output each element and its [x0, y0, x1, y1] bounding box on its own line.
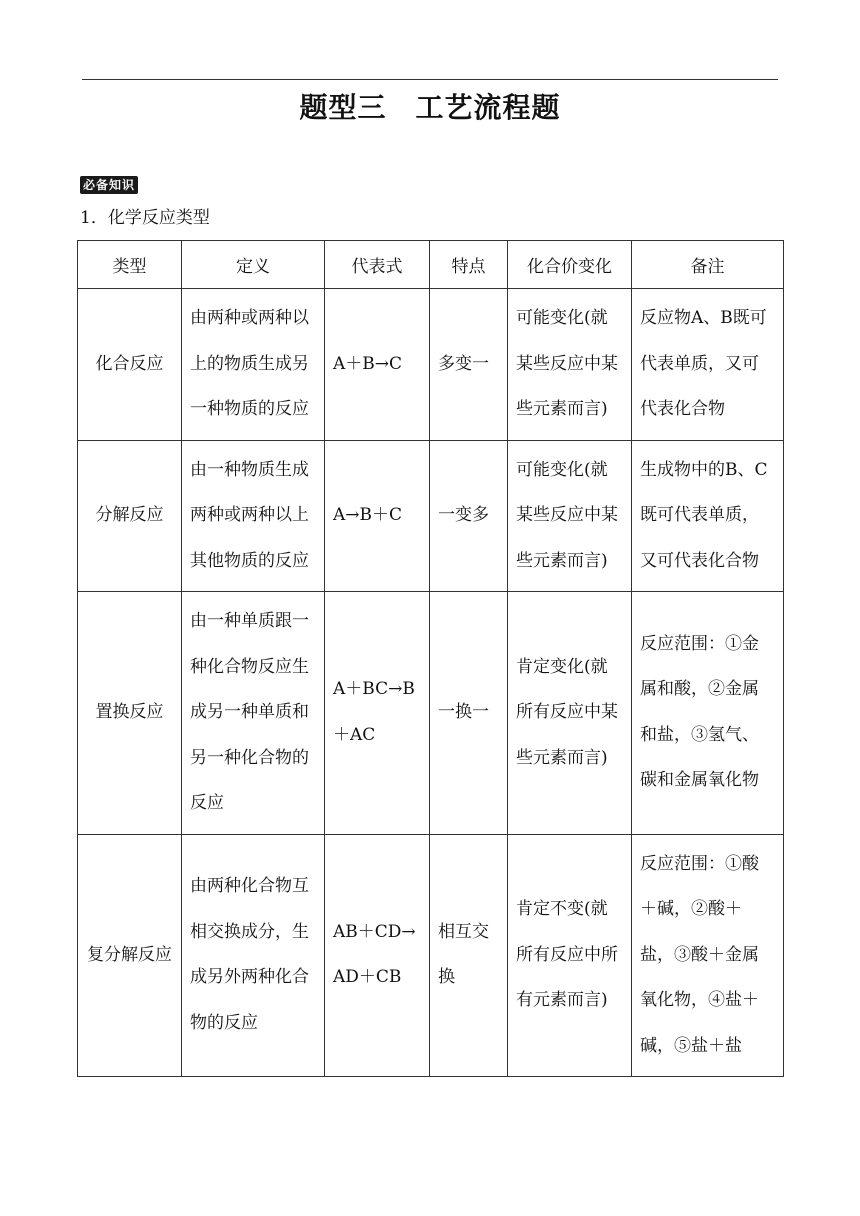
header-valence-change: 化合价变化 — [508, 241, 632, 289]
top-rule — [82, 79, 778, 80]
cell-type: 化合反应 — [78, 289, 182, 441]
cell-definition: 由两种化合物互相交换成分，生成另外两种化合物的反应 — [182, 834, 325, 1077]
cell-definition: 由两种或两种以上的物质生成另一种物质的反应 — [182, 289, 325, 441]
cell-type: 置换反应 — [78, 592, 182, 835]
cell-formula: AB＋CD→AD＋CB — [325, 834, 430, 1077]
table-row — [78, 440, 784, 592]
cell-feature: 一换一 — [430, 592, 508, 835]
cell-remarks: 反应物A、B既可代表单质，又可代表化合物 — [632, 289, 784, 441]
cell-definition: 由一种单质跟一种化合物反应生成另一种单质和另一种化合物的反应 — [182, 592, 325, 835]
header-formula: 代表式 — [325, 241, 430, 289]
header-type: 类型 — [78, 241, 182, 289]
cell-feature: 多变一 — [430, 289, 508, 441]
cell-type: 复分解反应 — [78, 834, 182, 1077]
cell-valence-change: 肯定不变(就所有反应中所有元素而言) — [508, 834, 632, 1077]
cell-definition: 由一种物质生成两种或两种以上其他物质的反应 — [182, 440, 325, 592]
section-badge: 必备知识 — [80, 176, 138, 194]
table-row — [78, 834, 784, 1077]
cell-valence-change: 肯定变化(就所有反应中某些元素而言) — [508, 592, 632, 835]
table-row — [78, 592, 784, 835]
header-definition: 定义 — [182, 241, 325, 289]
header-feature: 特点 — [430, 241, 508, 289]
cell-valence-change: 可能变化(就某些反应中某些元素而言) — [508, 440, 632, 592]
cell-type: 分解反应 — [78, 440, 182, 592]
header-remarks: 备注 — [632, 241, 784, 289]
table-row — [78, 289, 784, 441]
cell-remarks: 生成物中的B、C既可代表单质，又可代表化合物 — [632, 440, 784, 592]
page-title: 题型三 工艺流程题 — [299, 91, 561, 124]
table-header-row — [78, 241, 784, 289]
cell-formula: A＋B→C — [325, 289, 430, 441]
cell-feature: 一变多 — [430, 440, 508, 592]
cell-feature: 相互交换 — [430, 834, 508, 1077]
cell-remarks: 反应范围：①金属和酸，②金属和盐，③氢气、碳和金属氧化物 — [632, 592, 784, 835]
cell-valence-change: 可能变化(就某些反应中某些元素而言) — [508, 289, 632, 441]
cell-remarks: 反应范围：①酸＋碱，②酸＋盐，③酸＋金属氧化物，④盐＋碱，⑤盐＋盐 — [632, 834, 784, 1077]
section-heading: 1．化学反应类型 — [80, 208, 210, 228]
cell-formula: A＋BC→B＋AC — [325, 592, 430, 835]
reaction-types-table — [77, 240, 784, 1077]
cell-formula: A→B＋C — [325, 440, 430, 592]
